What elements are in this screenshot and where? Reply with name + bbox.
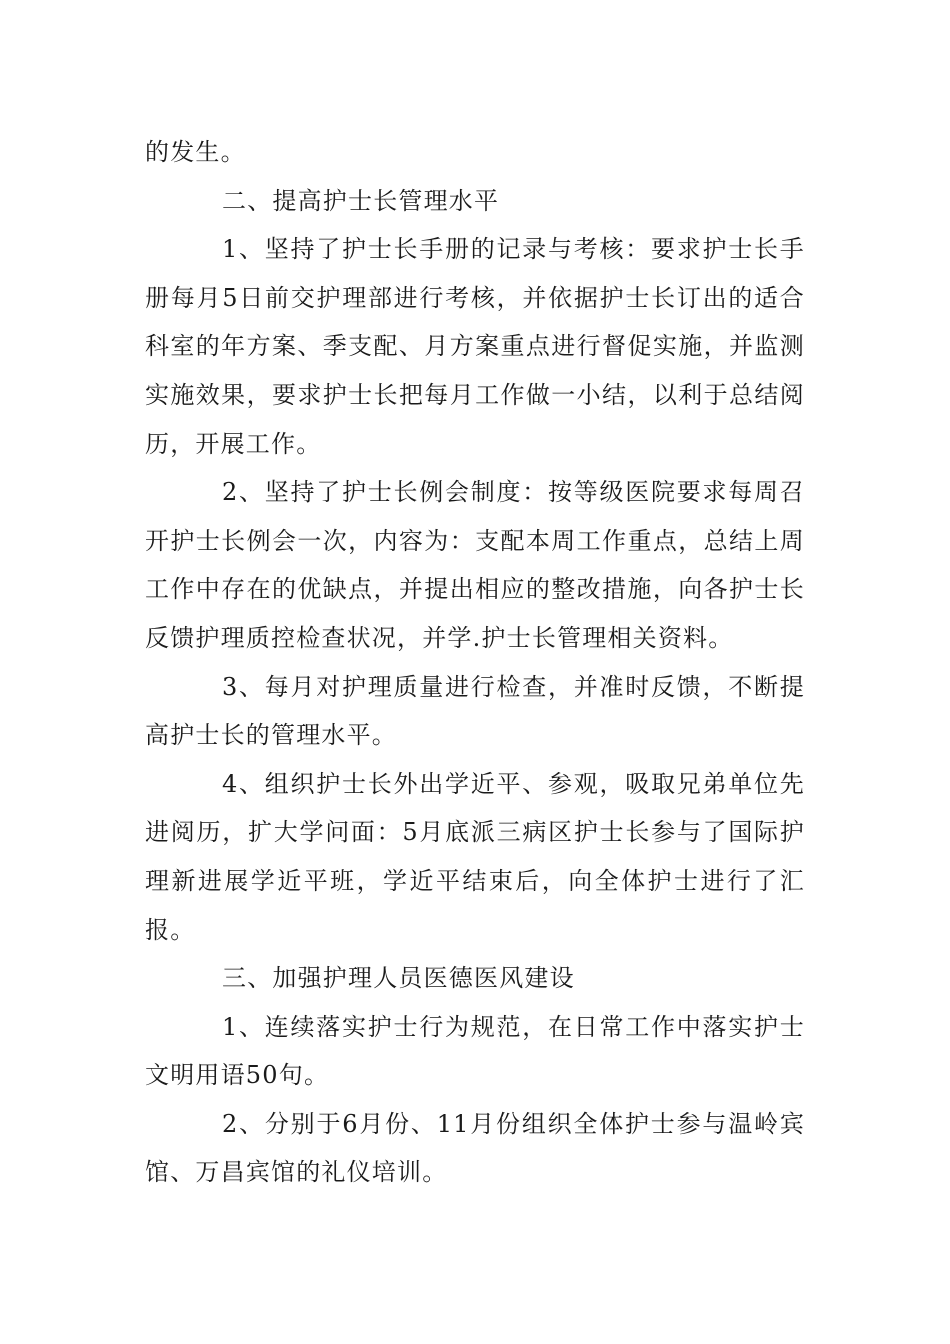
paragraph-2-3: 3、每月对护理质量进行检查，并准时反馈，不断提高护士长的管理水平。 (145, 672, 805, 750)
paragraph-3-1: 1、连续落实护士行为规范，在日常工作中落实护士文明用语50句。 (145, 1012, 805, 1090)
section-heading-2: 二、提高护士长管理水平 (222, 186, 500, 215)
paragraph-2-1: 1、坚持了护士长手册的记录与考核：要求护士长手册每月5日前交护理部进行考核，并依据护士长订出的适合科室的年方案、季支配、月方案重点进行督促实施，并监测实施效果，要求护士长把每月工作做一小结，以利于总结阅历，开展工作。 (145, 235, 805, 458)
paragraph-continuation: 的发生。 (145, 138, 246, 166)
paragraph-3-2: 2、分别于6月份、11月份组织全体护士参与温岭宾馆、万昌宾馆的礼仪培训。 (145, 1109, 805, 1187)
paragraph-2-4: 4、组织护士长外出学近平、参观，吸取兄弟单位先进阅历，扩大学问面：5月底派三病区护士长参与了国际护理新进展学近平班，学近平结束后，向全体护士进行了汇报。 (145, 769, 805, 944)
paragraph-2-2: 2、坚持了护士长例会制度：按等级医院要求每周召开护士长例会一次，内容为：支配本周工作重点，总结上周工作中存在的优缺点，并提出相应的整改措施，向各护士长反馈护理质控检查状况，并学.护士长管理相关资料。 (145, 478, 805, 652)
section-heading-3: 三、加强护理人员医德医风建设 (222, 964, 575, 993)
document-body (145, 128, 805, 1197)
